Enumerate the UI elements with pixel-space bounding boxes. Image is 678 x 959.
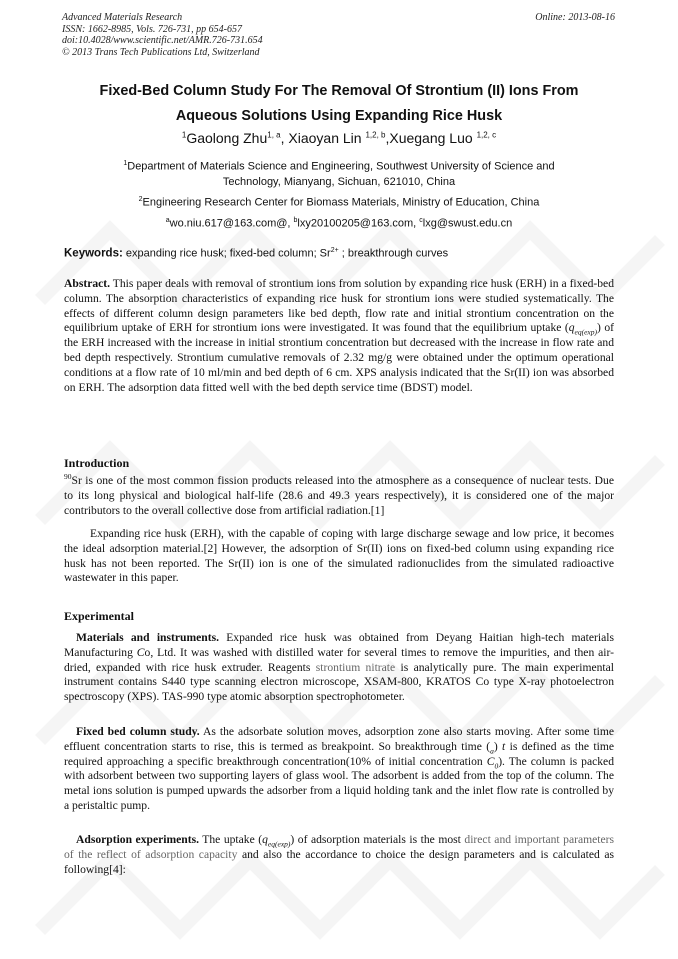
affiliation-2: [60, 192, 618, 211]
fixed-bed-text-1: As the adsorbate solution moves, adsorption zone also starts moving. After some time effluent concentration starts to rise, this is termed as breakpoint. So breakthrough time (: [64, 725, 614, 753]
adsorption-text-1: The uptake (: [199, 833, 263, 846]
author-3: ,Xuegang Luo: [385, 130, 477, 146]
email-b: lxy20100205@163.com,: [297, 217, 420, 230]
keywords: [64, 247, 624, 260]
fixed-bed-label: Fixed bed column study.: [76, 725, 200, 738]
email-c: lxg@swust.edu.cn: [422, 217, 513, 230]
intro-p1-text: Sr is one of the most common fission products released into the atmosphere as a consequence of nuclear tests. Due to its long physical and biological half-life (28.6 and 49.3 years respectively), it is considered one of the major contributors to the overall collective dose from artificial radiation.[1]: [64, 474, 614, 517]
fixed-bed-c: C: [486, 754, 495, 768]
keywords-sup: 2+: [330, 247, 339, 254]
adsorption-text-3: and also the accordance to choice the design parameters and is calculated as following[4]:: [64, 847, 615, 876]
author-1-sup: 1, a: [267, 130, 281, 140]
email-b-sup: b: [293, 217, 298, 224]
abstract-text-2: ) of the ERH increased with the increase in initial strontium concentration but decreased with the increase in flow rate and bed depth respectively. Strontium cumulative removals of 2.32 mg/g were obtained under the optimum operational conditions at a flow rate of 10 ml/min and bed depth of 6 cm. XPS analysis indicated that the Sr(II) ion was absorbed on ERH. The adsorption data fitted well with the bed depth service time (BDST) model.: [64, 321, 614, 394]
intro-isotope-sup: 90: [64, 472, 72, 482]
fixed-bed-text-4: ). The column is packed with adsorbent between two supporting layers of glass wool. The adsorbent is added from the top of the column. The metal ions solution is pumped upwards the adsorber from a liquid holding tank and the inlet flow rate is controlled by a peristaltic pump.: [64, 754, 614, 812]
materials-paragraph: [64, 631, 614, 705]
author-3-sup: 1,2, c: [476, 130, 497, 140]
fixed-bed-sub-a: a: [490, 746, 494, 756]
affiliation-1-sup: 1: [123, 160, 128, 167]
materials-label: Materials and instruments.: [76, 631, 219, 644]
email-a-sup: a: [165, 217, 170, 224]
affiliation-1-line-2: Technology, Mianyang, Sichuan, 621010, China: [222, 175, 456, 188]
affiliation-1: [60, 156, 618, 190]
abstract-q: q: [568, 321, 575, 335]
introduction-paragraph-2: Expanding rice husk (ERH), with the capable of coping with large discharge sewage and low price, it becomes the ideal adsorption material.[2] However, the adsorption of Sr(II) ions on fixed-bed column using expanding rice husk has not been reported. The Sr(II) ion is one of the simulated radionuclides from the simulated radioactive wastewater in this paper.: [64, 527, 614, 585]
author-1: Gaolong Zhu: [186, 130, 268, 146]
email-c-sup: c: [419, 217, 423, 224]
adsorption-highlight: direct and important parameters of the reflect of adsorption capacity: [64, 833, 615, 861]
introduction-heading: Introduction: [64, 456, 130, 470]
paper-title: [40, 79, 638, 129]
author-2-sup: 1,2, b: [365, 130, 386, 140]
keywords-text-1: expanding rice husk; fixed-bed column; Sr: [122, 247, 331, 260]
abstract: [64, 277, 614, 395]
doi: doi:10.4028/www.scientific.net/AMR.726-731.654: [62, 35, 263, 46]
materials-co: C: [136, 645, 145, 659]
email-a: wo.niu.617@163.com@,: [169, 217, 294, 230]
materials-text-1: Expanded rice husk was obtained from Deyang Haitian high-tech materials Manufacturing: [64, 631, 614, 659]
materials-reagent: strontium nitrate: [315, 660, 396, 674]
adsorption-paragraph: [64, 833, 614, 877]
affiliation-1-line-1: Department of Materials Science and Engineering, Southwest University of Science and: [127, 160, 555, 173]
adsorption-text-2: ) of adsorption materials is the most: [290, 833, 465, 846]
introduction-paragraph-1: [64, 474, 614, 518]
fixed-bed-t: t: [502, 739, 506, 753]
fixed-bed-c-sub: 0: [494, 760, 499, 770]
fixed-bed-paragraph: [64, 725, 614, 814]
affiliation-2-sup: 2: [138, 196, 143, 203]
journal-name: Advanced Materials Research: [62, 12, 183, 23]
title-line-1: Fixed-Bed Column Study For The Removal Of Strontium (II) Ions From: [99, 83, 579, 99]
keywords-text-2: ; breakthrough curves: [338, 247, 449, 260]
author-emails: [60, 213, 618, 232]
title-line-2: Aqueous Solutions Using Expanding Rice Husk: [175, 108, 503, 124]
materials-text-3: is analytically pure. The main experimental instrument contains S440 type scanning electron microscope, XSAM-800, KRATOS Co type X-ray photoelectron spectroscopy (XPS). TAS-990 type atomic absorption spectrophotometer.: [64, 660, 615, 704]
adsorption-label: Adsorption experiments.: [76, 833, 199, 846]
materials-text-2: o, Ltd. It was washed with distilled water for several times to remove the impurities, and then air-dried, expanded with rice husk extruder. Reagents: [64, 645, 614, 674]
fixed-bed-text-2: ): [493, 739, 503, 753]
author-2: , Xiaoyan Lin: [280, 130, 366, 146]
author-list: [40, 130, 638, 146]
issn: ISSN: 1662-8985, Vols. 726-731, pp 654-657: [62, 23, 242, 35]
copyright: © 2013 Trans Tech Publications Ltd, Switzerland: [62, 46, 260, 58]
fixed-bed-text-3: is defined as the time required approaching a specific breakthrough concentration(10% of initial concentration: [64, 739, 615, 768]
adsorption-q-sub: eq(exp): [267, 839, 291, 849]
keywords-label: Keywords:: [64, 247, 123, 260]
experimental-heading: Experimental: [64, 609, 134, 623]
journal-header: [62, 12, 263, 58]
abstract-label: Abstract.: [64, 277, 111, 290]
author-1-pre-sup: 1: [181, 130, 187, 140]
adsorption-q: q: [262, 833, 268, 846]
abstract-q-sub: eq(exp): [574, 327, 597, 337]
online-date: Online: 2013-08-16: [535, 12, 615, 23]
affiliation-2-text: Engineering Research Center for Biomass Materials, Ministry of Education, China: [142, 196, 540, 209]
abstract-text-1: This paper deals with removal of strontium ions from solution by expanding rice husk (ERH) in a fixed-bed column. The absorption characteristics of expanding rice husk for strontium ions were studied systematically. The effects of different column design parameters like bed depth, flow rate and initial strontium concentration on the equilibrium uptake of ERH for strontium ions were investigated. It was found that the equilibrium uptake (: [64, 277, 614, 335]
